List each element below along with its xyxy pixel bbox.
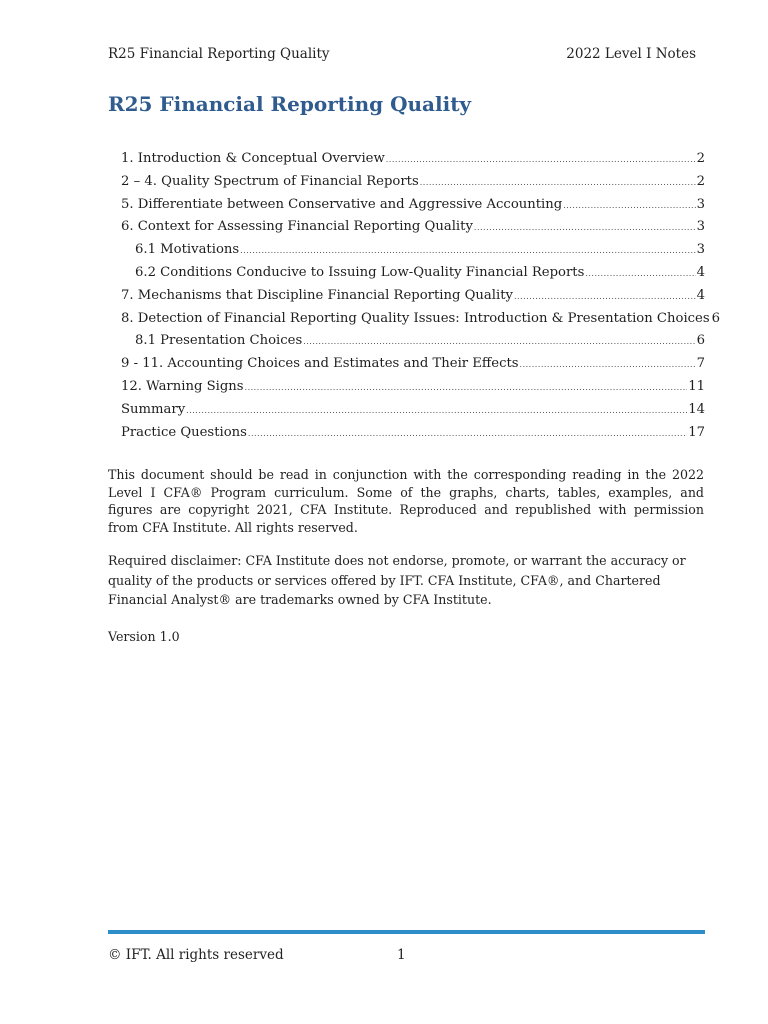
toc-entry-page[interactable]: 2 bbox=[696, 173, 705, 189]
toc-entry-label[interactable]: 5. Differentiate between Conservative and Aggressive Accounting bbox=[121, 196, 563, 212]
toc-entry-label[interactable]: 12. Warning Signs bbox=[121, 378, 244, 394]
toc-entry[interactable] bbox=[121, 148, 705, 171]
toc-dot-leader bbox=[245, 377, 688, 400]
toc-entry-page[interactable]: 3 bbox=[696, 196, 705, 212]
toc-dot-leader bbox=[474, 217, 696, 240]
footer-page-number: 1 bbox=[397, 947, 406, 963]
toc-dot-leader bbox=[563, 195, 695, 218]
toc-entry[interactable] bbox=[121, 330, 705, 353]
toc-entry-page[interactable]: 3 bbox=[696, 219, 705, 235]
toc-entry-page[interactable]: 2 bbox=[696, 151, 705, 166]
toc-entry[interactable] bbox=[121, 262, 705, 285]
toc-entry-page[interactable]: 6 bbox=[696, 333, 705, 349]
toc-entry-page[interactable]: 4 bbox=[696, 264, 705, 280]
toc-entry-label[interactable]: 8.1 Presentation Choices bbox=[135, 333, 303, 349]
toc-dot-leader bbox=[248, 423, 687, 446]
toc-entry[interactable] bbox=[121, 399, 705, 422]
toc-dot-leader bbox=[514, 286, 696, 309]
toc-entry[interactable] bbox=[121, 285, 705, 308]
toc-dot-leader bbox=[520, 354, 696, 377]
footer-copyright: © IFT. All rights reserved bbox=[108, 947, 284, 963]
toc-entry-label[interactable]: 7. Mechanisms that Discipline Financial Reporting Quality bbox=[121, 287, 513, 303]
toc-entry[interactable] bbox=[121, 194, 705, 217]
toc-entry-page[interactable]: 3 bbox=[696, 242, 705, 258]
toc-dot-leader bbox=[386, 149, 696, 172]
header-left-title: R25 Financial Reporting Quality bbox=[108, 46, 330, 62]
toc-entry-page[interactable]: 11 bbox=[688, 378, 705, 394]
toc-entry[interactable] bbox=[121, 353, 705, 376]
page-title: R25 Financial Reporting Quality bbox=[108, 92, 472, 116]
toc-entry-label[interactable]: 2 – 4. Quality Spectrum of Financial Reports bbox=[121, 173, 419, 189]
table-of-contents bbox=[121, 148, 721, 444]
toc-dot-leader bbox=[420, 172, 696, 195]
toc-entry-page[interactable]: 4 bbox=[696, 287, 705, 303]
toc-dot-leader bbox=[303, 331, 695, 354]
toc-dot-leader bbox=[186, 400, 687, 423]
toc-dot-leader bbox=[585, 263, 695, 286]
toc-entry-page[interactable]: 7 bbox=[696, 356, 705, 372]
toc-entry[interactable] bbox=[121, 308, 721, 331]
conjunction-notice: This document should be read in conjunction with the corresponding reading in the 2022 Level I CFA® Program curriculum. Some of the graphs, charts, tables, examples, and figures are copyright 2021, CFA Institute. Reproduced and republished with permission from CFA Institute. All rights reserved. bbox=[108, 467, 704, 535]
header-right-label: 2022 Level I Notes bbox=[566, 46, 696, 62]
toc-entry-label[interactable]: 6.1 Motivations bbox=[135, 242, 240, 258]
toc-entry-page[interactable]: 17 bbox=[688, 424, 705, 440]
toc-entry-page[interactable]: 6 bbox=[711, 310, 721, 326]
footer-rule bbox=[108, 930, 705, 934]
toc-entry[interactable] bbox=[121, 376, 705, 399]
toc-entry-label[interactable]: 6.2 Conditions Conducive to Issuing Low-Quality Financial Reports bbox=[135, 264, 585, 280]
toc-entry-label[interactable]: 6. Context for Assessing Financial Reporting Quality bbox=[121, 219, 473, 235]
toc-entry-label[interactable]: 1. Introduction & Conceptual Overview bbox=[121, 151, 385, 166]
running-header bbox=[108, 46, 696, 62]
toc-entry-label[interactable]: Summary bbox=[121, 401, 186, 417]
toc-entry[interactable] bbox=[121, 171, 705, 194]
toc-entry-label[interactable]: 9 - 11. Accounting Choices and Estimates and Their Effects bbox=[121, 356, 519, 372]
toc-entry-label[interactable]: 8. Detection of Financial Reporting Quality Issues: Introduction & Presentation Choices bbox=[121, 310, 710, 326]
toc-entry[interactable] bbox=[121, 239, 705, 262]
toc-entry[interactable] bbox=[121, 216, 705, 239]
toc-entry[interactable] bbox=[121, 422, 705, 445]
toc-entry-page[interactable]: 14 bbox=[688, 401, 705, 417]
version-label: Version 1.0 bbox=[108, 629, 180, 644]
toc-entry-label[interactable]: Practice Questions bbox=[121, 424, 247, 440]
required-disclaimer: Required disclaimer: CFA Institute does not endorse, promote, or warrant the accuracy or quality of the products or services offered by IFT. CFA Institute, CFA®, and Chartered Financial Analyst® are trademarks owned by CFA Institute. bbox=[108, 553, 686, 607]
toc-dot-leader bbox=[240, 240, 695, 263]
